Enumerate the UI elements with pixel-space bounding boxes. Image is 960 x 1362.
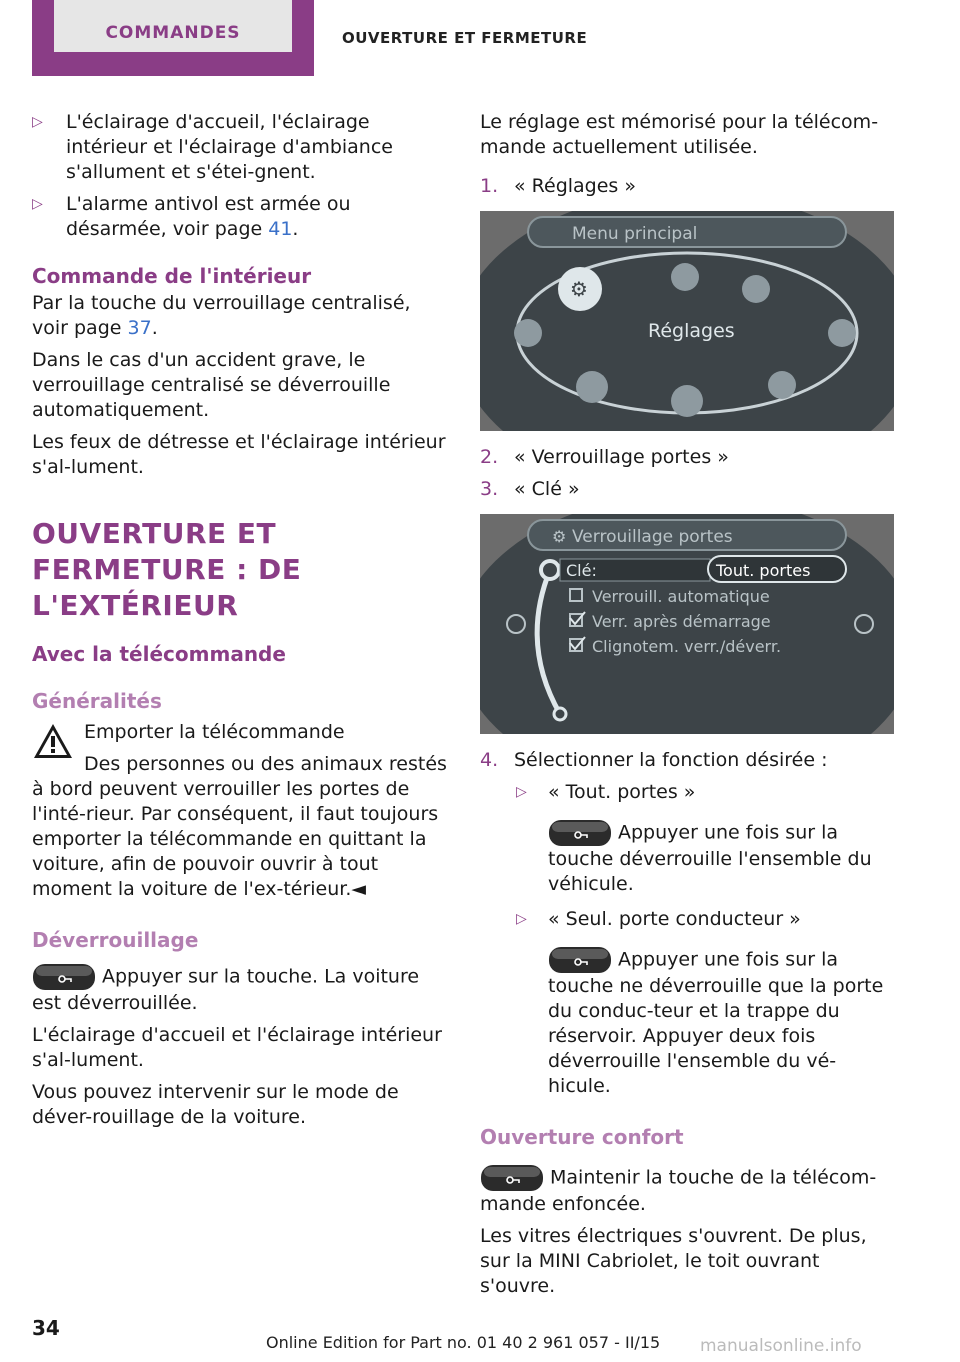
paragraph: Appuyer sur la touche. La voiture est déverrouillée. (32, 963, 450, 1016)
tele-heading: Avec la télécommande (32, 642, 286, 666)
deverrouillage-heading: Déverrouillage (32, 928, 199, 952)
triangle-bullet-icon: ▷ (516, 911, 527, 927)
paragraph: L'éclairage d'accueil et l'éclairage intérieur s'al-lument. (32, 1024, 442, 1071)
settings-menu-screen (480, 211, 894, 431)
page-number: 34 (32, 1316, 60, 1340)
watermark: manualsonline.info (700, 1336, 862, 1356)
commande-heading: Commande de l'intérieur (32, 264, 312, 288)
page-link[interactable]: 37 (127, 317, 152, 339)
paragraph: Vous pouvez intervenir sur le mode de déver-rouillage de la voiture. (32, 1081, 399, 1128)
warning-block (32, 720, 450, 745)
screen-key-value: Tout. portes (716, 561, 811, 580)
chapter-tab[interactable] (32, 0, 314, 76)
screen-title: Verrouillage portes (572, 527, 733, 547)
left-column (32, 110, 450, 1137)
screen-menu-label: Menu principal (572, 224, 698, 244)
triangle-bullet-icon: ▷ (32, 114, 43, 130)
step-item: 3. « Clé » (480, 478, 580, 500)
step-item: 2. « Verrouillage portes » (480, 446, 729, 468)
triangle-bullet-icon: ▷ (516, 784, 527, 800)
screen-key-label: Clé: (566, 561, 597, 580)
step-item: 1. « Réglages » (480, 175, 636, 197)
triangle-bullet-icon: ▷ (32, 196, 43, 212)
remote-unlock-button-icon (480, 1164, 544, 1192)
screen-option: Verr. après démarrage (592, 612, 771, 631)
chapter-title: COMMANDES (105, 23, 241, 43)
door-lock-screen (480, 514, 894, 734)
paragraph: Appuyer une fois sur la touche déverrouille l'ensemble du véhicule. (480, 819, 898, 897)
list-item: ▷ L'éclairage d'accueil, l'éclairage intérieur et l'éclairage d'ambiance s'allument et s'étei-gnent. (32, 111, 393, 183)
page-header (0, 0, 960, 78)
confort-heading: Ouverture confort (480, 1125, 684, 1149)
screen-option: Verrouill. automatique (592, 587, 770, 606)
paragraph: Les vitres électriques s'ouvrent. De plus, sur la MINI Cabriolet, le toit ouvrant s'ouvre. (480, 1225, 867, 1297)
list-item: ▷ « Seul. porte conducteur » (516, 908, 801, 930)
paragraph: Dans le cas d'un accident grave, le verrouillage centralisé se déverrouille automatiquement. (32, 349, 391, 421)
page-link[interactable]: 41 (268, 218, 293, 240)
generalites-heading: Généralités (32, 689, 162, 713)
paragraph: Le réglage est mémorisé pour la télécom-mande actuellement utilisée. (480, 111, 879, 158)
list-item: ▷ « Tout. portes » (516, 781, 696, 803)
paragraph: Appuyer une fois sur la touche ne déverrouille que la porte du conduc-teur et la trappe du réservoir. Appuyer deux fois déverrouille l'ensemble du vé-hicule. (480, 946, 898, 1099)
warning-title: Emporter la télécommande (84, 721, 345, 743)
paragraph: Maintenir la touche de la télécom-mande enfoncée. (480, 1164, 898, 1217)
paragraph: Par la touche du verrouillage centralisé, voir page 37. (32, 292, 411, 339)
step-item: 4. Sélectionner la fonction désirée : (480, 749, 828, 771)
list-item: ▷ L'alarme antivol est armée ou désarmée, voir page 41. (32, 193, 351, 240)
warning-text: Des personnes ou des animaux restés à bord peuvent verrouiller les portes de l'inté-rieur. Par conséquent, il faut toujours emporter la télécommande en quittant la voiture, afin de pouvoir ouvrir à tout moment la voiture de l'ex-térieur.◄ (32, 753, 447, 900)
remote-unlock-button-icon (548, 946, 612, 974)
remote-unlock-button-icon (548, 819, 612, 847)
remote-unlock-button-icon (32, 963, 96, 991)
svg-text:⚙: ⚙ (570, 277, 588, 301)
section-title: OUVERTURE ET FERMETURE (342, 29, 588, 47)
screen-center-label: Réglages (648, 320, 735, 342)
paragraph: Les feux de détresse et l'éclairage intérieur s'al-lument. (32, 431, 446, 478)
main-heading: OUVERTURE ET FERMETURE : DE L'EXTÉRIEUR (32, 517, 302, 622)
screen-option: Clignotem. verr./déverr. (592, 637, 782, 656)
svg-text:⚙: ⚙ (552, 527, 567, 546)
edition-note: Online Edition for Part no. 01 40 2 961 057 - II/15 (266, 1333, 661, 1352)
right-column (480, 110, 898, 1306)
